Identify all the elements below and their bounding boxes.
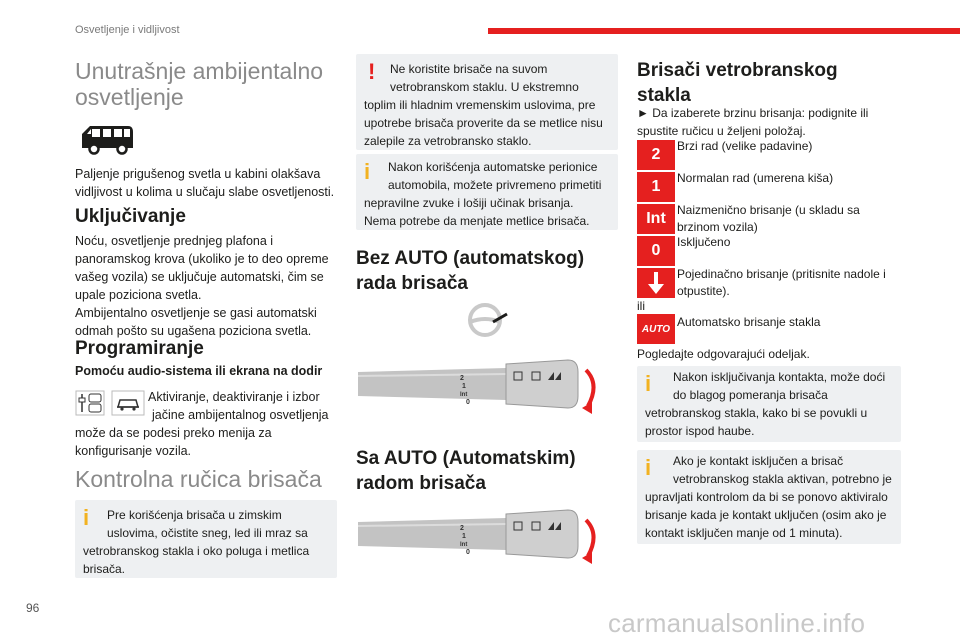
stalk-label-2: 2 [460,375,464,382]
switching-on-heading: Uključivanje [75,206,186,227]
with-auto-heading: Sa AUTO (Automatskim) radom brisača [356,448,576,494]
windscreen-wipers-heading: Brisači vetrobranskog stakla [637,60,838,106]
car-icon [111,390,145,416]
stalk-label-int: Int [460,542,468,548]
reactivation-note-box: i Ako je kontakt isključen a brisač vetrobranskog stakla aktivan, potrebno je upravljati kontrolom da bi se ponovo aktiviralo brisanje kada je kontakt uključen (osim ako je kontakt isključen manje od 1 minuta). [637,450,901,544]
programming-subtitle: Pomoću audio-sistema ili ekrana na dodir [75,364,323,378]
fast-wipe-icon: 2 [637,140,675,170]
section-header: Osvetljenje i vidljivost [75,24,180,36]
info-icon: i [364,159,371,184]
stalk-label-1: 1 [462,383,466,390]
wiper-intro: ► Da izaberete brzinu brisanja: podignite ili spustite ručicu u željeni položaj. [637,106,869,138]
programming-text-2: jačine ambijentalnog osvetljenja [152,408,329,422]
stalk-label-int: Int [460,392,468,398]
normal-wipe-icon: 1 [637,172,675,202]
warning-icon: ! [368,59,376,84]
winter-note-box: i Pre korišćenja brisača u zimskim uslovima, očistite sneg, led ili mraz sa vetrobranskog stakla i oko poluga i metlica brisača. [75,500,337,578]
programming-heading: Programiranje [75,338,204,359]
single-wipe-text: Pojedinačno brisanje (pritisnite nadole i otpustite). [677,267,886,298]
normal-wipe-text: Normalan rad (umerena kiša) [677,171,834,185]
intermittent-wipe-icon: Int [637,204,675,234]
wiper-stalk-diagram [356,350,602,420]
without-auto-heading: Bez AUTO (automatskog) rada brisača [356,248,585,294]
ambient-lighting-title: Unutrašnje ambijentalno osvetljenje [75,58,324,111]
ignition-off-note-box: i Nakon isključivanja kontakta, može doći do blagog pomeranja brisača vetrobranskog stakla, kako bi se povukli u prostor ispod haube. [637,366,901,442]
auto-wipe-text: Automatsko brisanje stakla [677,315,821,329]
intermittent-wipe-text: Naizmenično brisanje (u skladu sa brzinom vozila) [677,203,860,234]
steering-wheel-icon [465,300,509,340]
wiper-off-text: Isključeno [677,235,731,249]
stalk-label-0: 0 [466,549,470,556]
wiper-stalk-title: Kontrolna ručica brisača [75,466,322,492]
car-wash-note-box: i Nakon korišćenja automatske perionice automobila, možete privremeno primetiti nepravilne zvuke i lošiji učinak brisanja. Nema potrebe da menjate metlice brisača. [356,154,618,230]
vehicle-settings-icon [75,390,105,416]
auto-wipe-icon: AUTO [637,314,675,344]
programming-text-1: Aktiviranje, deaktiviranje i izbor [148,390,320,404]
programming-text-3: može da se podesi preko menija za [75,426,272,440]
programming-text-4: konfigurisanje vozila. [75,444,192,458]
fast-wipe-text: Brzi rad (velike padavine) [677,139,813,153]
header-accent-bar [488,28,960,34]
wiper-off-icon: 0 [637,236,675,266]
auto-wiper-stalk-diagram [356,500,602,570]
switching-on-text: Noću, osvetljenje prednjeg plafona i panoramskog krova (ukoliko je to deo opreme vašeg vozila) se uključuje automatski, čim se upale poziciona svetla. Ambijentalno osvetljenje se gasi automatski odmah pošto su ugašena poziciona svetla. [75,234,329,338]
dry-windscreen-warning: ! Ne koristite brisače na suvom vetrobranskom staklu. U ekstremno toplim ili hladnim vremenskim uslovima, pre upotrebe brisača proverite da se metlice nisu zalepile za vetrobransko staklo. [356,54,618,150]
page-number: 96 [26,601,40,615]
stalk-label-1: 1 [462,533,466,540]
or-label: ili [637,299,645,313]
info-icon: i [645,455,652,480]
arrow-down-icon [637,268,675,298]
watermark: carmanualsonline.info [608,608,866,638]
stalk-label-0: 0 [466,399,470,406]
see-section-text: Pogledajte odgovarajući odeljak. [637,347,810,361]
stalk-label-2: 2 [460,525,464,532]
van-icon [78,120,136,156]
info-icon: i [83,505,90,530]
ambient-description: Paljenje prigušenog svetla u kabini olakšava vidljivost u kolima u slučaju slabe osvetljenosti. [75,167,335,199]
info-icon: i [645,371,652,396]
